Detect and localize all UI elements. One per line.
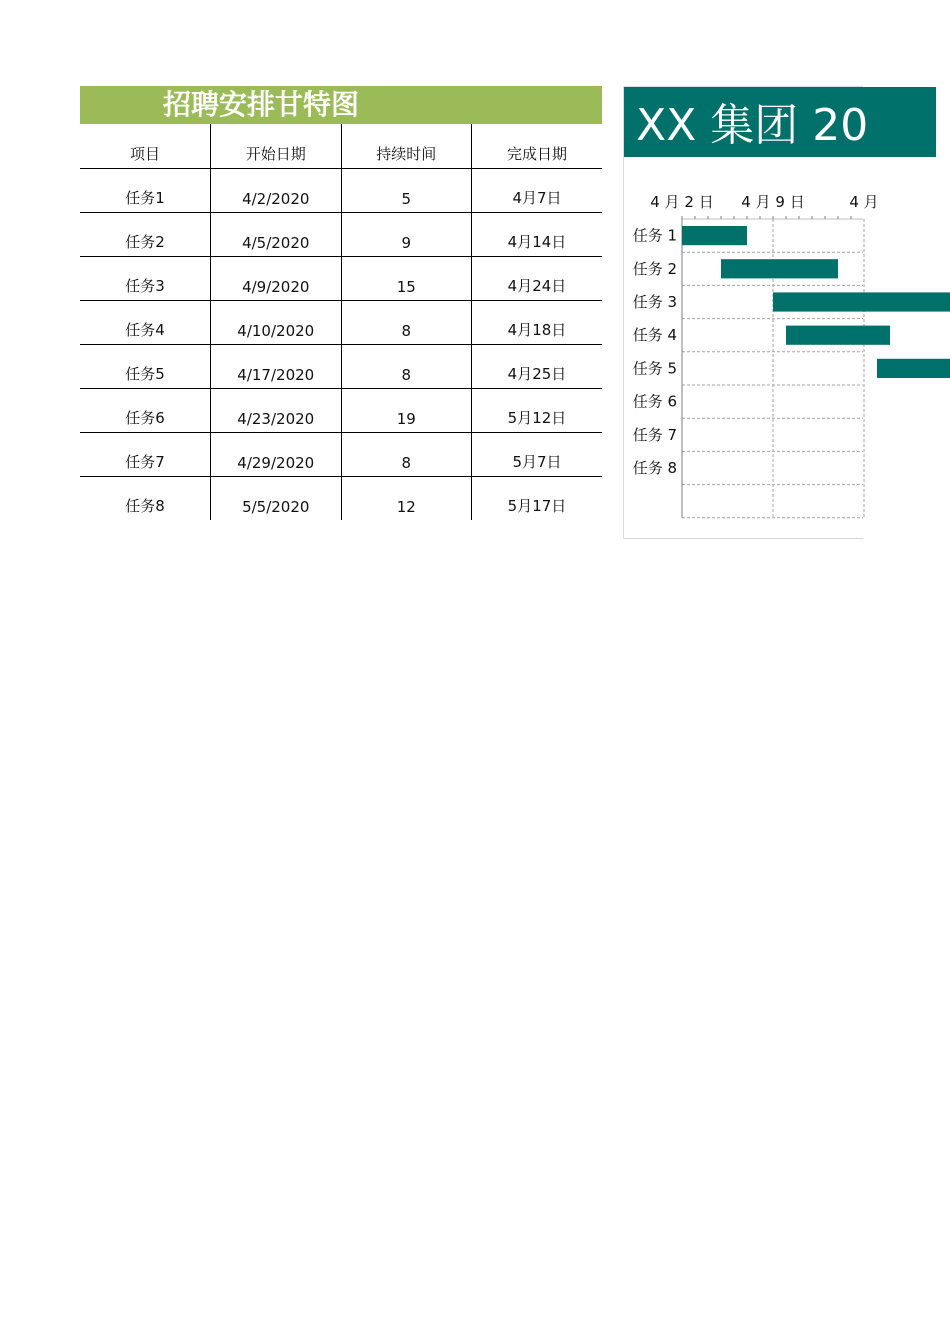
gantt-bar [721,259,838,278]
cell-duration: 12 [341,477,472,521]
cell-item: 任务4 [80,301,211,345]
category-label: 任务 5 [632,359,677,378]
gantt-bar [786,326,890,345]
cell-start-date: 5/5/2020 [211,477,342,521]
cell-duration: 15 [341,257,472,301]
header-end-date: 完成日期 [472,124,603,169]
cell-start-date: 4/5/2020 [211,213,342,257]
cell-item: 任务3 [80,257,211,301]
cell-end-date: 5月7日 [472,433,603,477]
cell-end-date: 5月17日 [507,497,567,515]
category-label: 任务 2 [632,259,677,278]
cell-item: 任务7 [80,433,211,477]
category-label: 任务 7 [632,425,677,444]
header-item: 项目 [80,124,211,169]
gantt-bar [877,359,950,378]
gantt-bar [773,292,950,311]
cell-end-date: 4月25日 [472,345,603,389]
gantt-bar [682,226,747,245]
table-title: 招聘安排甘特图 [80,86,602,124]
category-label: 任务 6 [632,392,677,411]
table-row [80,389,602,433]
x-tick-label: 4 月 2 日 [650,193,714,211]
category-label: 任务 4 [632,326,677,345]
cell-duration: 8 [341,433,472,477]
category-label: 任务 3 [632,293,677,311]
cell-item: 任务5 [80,345,211,389]
cell-item: 任务6 [80,389,211,433]
cell-item: 任务8 [80,477,211,521]
category-label: 任务 8 [632,459,677,477]
cell-start-date: 4/29/2020 [211,433,342,477]
table-row [80,169,602,213]
cell-start-date: 4/9/2020 [211,257,342,301]
cell-start-date: 4/10/2020 [211,301,342,345]
x-tick-label: 4 月 9 日 [741,193,805,211]
task-table [80,124,602,520]
table-row [80,477,602,521]
header-duration: 持续时间 [341,124,472,169]
cell-duration: 8 [341,345,472,389]
table-row [80,433,602,477]
category-label: 任务 1 [632,226,677,245]
cell-end-date: 4月18日 [472,301,603,345]
cell-start-date: 4/2/2020 [211,169,342,213]
cell-duration: 5 [341,169,472,213]
header-start-date: 开始日期 [211,124,342,169]
cell-end-date: 4月24日 [472,257,603,301]
x-tick-label: 4 月 [849,193,879,211]
cell-duration: 19 [341,389,472,433]
cell-duration: 9 [341,213,472,257]
cell-end-date: 4月14日 [472,213,603,257]
cell-start-date: 4/17/2020 [211,345,342,389]
table-row [80,301,602,345]
cell-end-date: 5月12日 [472,389,603,433]
table-row [80,257,602,301]
cell-item: 任务2 [80,213,211,257]
gantt-chart [624,87,879,538]
table-row [80,345,602,389]
table-header-row [80,124,602,169]
cell-duration: 8 [341,301,472,345]
cell-item: 任务1 [80,169,211,213]
chart-header: XX 集团 20 [624,87,936,157]
cell-start-date: 4/23/2020 [211,389,342,433]
table-row [80,213,602,257]
gantt-chart-panel [623,86,879,539]
cell-end-date: 4月7日 [472,169,603,213]
